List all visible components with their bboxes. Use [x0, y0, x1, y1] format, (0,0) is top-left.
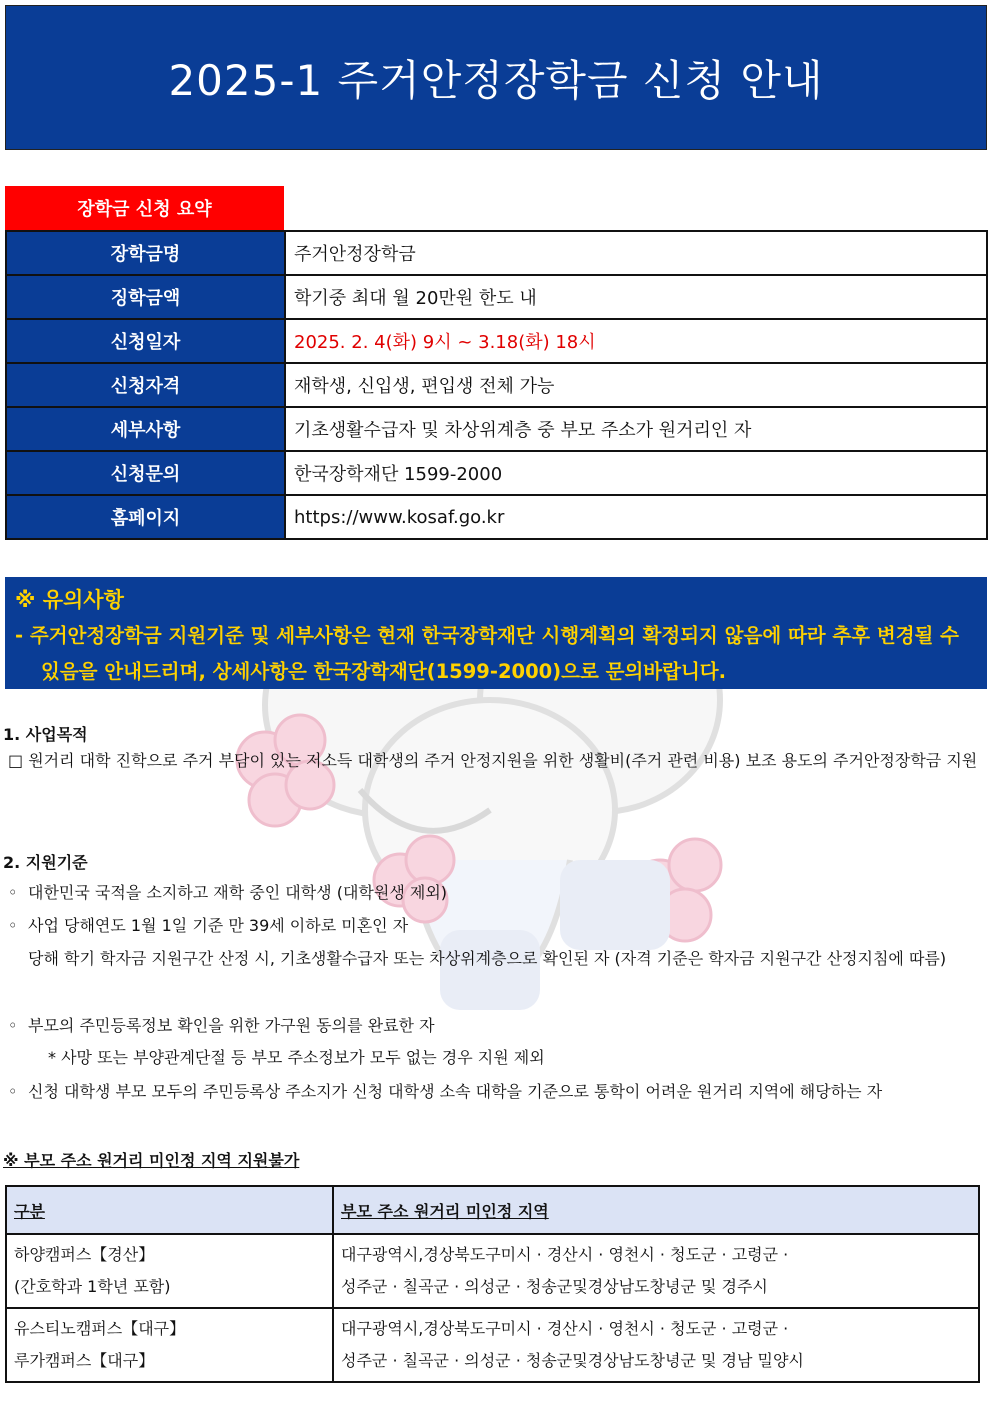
list-item: [8, 877, 988, 909]
list-item: [8, 1076, 988, 1108]
table-row: [6, 1234, 979, 1308]
summary-value: 한국장학재단 1599-2000: [285, 451, 987, 495]
summary-value: 재학생, 신입생, 편입생 전체 가능: [285, 363, 987, 407]
section2-heading: 2. 지원기준: [3, 853, 88, 872]
areas-line: 대구광역시,경상북도구미시 · 경산시 · 영천시 · 청도군 · 고령군 ·: [341, 1319, 789, 1338]
summary-table: [5, 230, 988, 540]
list-item-text: 신청 대학생 부모 모두의 주민등록상 주소지가 신청 대학생 소속 대학을 기준으로 통학이 어려운 원거리 지역에 해당하는 자: [28, 1082, 883, 1101]
list-item: [8, 943, 988, 975]
column-header: 구분: [6, 1186, 333, 1234]
summary-tag-label: 장학금 신청 요약: [77, 199, 212, 220]
subnote: * 사망 또는 부양관계단절 등 부모 주소정보가 모두 없는 경우 지원 제외: [48, 1048, 545, 1067]
summary-row: [6, 407, 987, 451]
summary-label: 신청일자: [6, 319, 285, 363]
column-header: 부모 주소 원거리 미인정 지역: [333, 1186, 979, 1234]
summary-label: 신청문의: [6, 451, 285, 495]
summary-label: 징학금액: [6, 275, 285, 319]
notice-body: - 주거안정장학금 지원기준 및 세부사항은 현재 한국장학재단 시행계획의 확정되지 않음에 따라 추후 변경될 수 있음을 안내드리며, 상세사항은 한국장학재단(1599-2000)으로 문의바랍니다.: [15, 624, 960, 683]
campus-name: 루가캠퍼스【대구】: [14, 1351, 155, 1370]
bullet-icon: [8, 943, 28, 975]
bullet-icon: ◦: [8, 1016, 18, 1035]
region-table: [5, 1185, 980, 1383]
summary-tag: [5, 186, 284, 230]
campus-cell: [6, 1308, 333, 1382]
summary-label: 홈페이지: [6, 495, 285, 539]
summary-value: 주거안정장학금: [285, 231, 987, 275]
list-item: [8, 1010, 988, 1042]
summary-value: 기초생활수급자 및 차상위계층 중 부모 주소가 원거리인 자: [285, 407, 987, 451]
areas-line: 성주군 · 칠곡군 · 의성군 · 청송군및경상남도창녕군 및 경주시: [341, 1277, 768, 1296]
campus-name: 하양캠퍼스【경산】: [14, 1245, 155, 1264]
page-title-banner: [5, 5, 987, 150]
summary-row: [6, 275, 987, 319]
list-item-text: 대한민국 국적을 소지하고 재학 중인 대학생 (대학원생 제외): [28, 883, 448, 902]
page-title: 2025-1 주거안정장학금 신청 안내: [168, 55, 824, 105]
campus-cell: [6, 1234, 333, 1308]
summary-label: 세부사항: [6, 407, 285, 451]
campus-note: (간호학과 1학년 포함): [14, 1277, 171, 1296]
summary-value-date: 2025. 2. 4(화) 9시 ~ 3.18(화) 18시: [285, 319, 987, 363]
areas-line: 대구광역시,경상북도구미시 · 경산시 · 영천시 · 청도군 · 고령군 ·: [341, 1245, 789, 1264]
bullet-icon: ◦: [8, 916, 18, 935]
summary-row: [6, 363, 987, 407]
summary-row: [6, 319, 987, 363]
section1-body: □ 원거리 대학 진학으로 주거 부담이 있는 저소득 대학생의 주거 안정지원을 위한 생활비(주거 관련 비용) 보조 용도의 주거안정장학금 지원: [8, 751, 978, 770]
bullet-icon: ◦: [8, 1082, 18, 1101]
list-item-text: 부모의 주민등록정보 확인을 위한 가구원 동의를 완료한 자: [28, 1016, 435, 1035]
section1-heading: 1. 사업목적: [3, 725, 88, 744]
table-header-row: [6, 1186, 979, 1234]
notice-title: ※ 유의사항: [15, 588, 124, 612]
list-item: [8, 910, 988, 942]
summary-value: 학기중 최대 월 20만원 한도 내: [285, 275, 987, 319]
region-heading: ※ 부모 주소 원거리 미인정 지역 지원불가: [3, 1151, 300, 1170]
summary-label: 신청자격: [6, 363, 285, 407]
summary-row: [6, 451, 987, 495]
summary-row: [6, 495, 987, 539]
list-item-text: 당해 학기 학자금 지원구간 산정 시, 기초생활수급자 또는 차상위계층으로 확인된 자 (자격 기준은 학자금 지원구간 산정지침에 따름): [28, 949, 947, 968]
campus-name: 유스티노캠퍼스【대구】: [14, 1319, 186, 1338]
list-item-text: 사업 당해연도 1월 1일 기준 만 39세 이하로 미혼인 자: [28, 916, 409, 935]
summary-row: [6, 231, 987, 275]
notice-box: [5, 577, 987, 689]
bullet-icon: ◦: [8, 883, 18, 902]
areas-cell: [333, 1234, 979, 1308]
areas-cell: [333, 1308, 979, 1382]
table-row: [6, 1308, 979, 1382]
areas-line: 성주군 · 칠곡군 · 의성군 · 청송군및경상남도창녕군 및 경남 밀양시: [341, 1351, 804, 1370]
homepage-link[interactable]: https://www.kosaf.go.kr: [285, 495, 987, 539]
summary-label: 장학금명: [6, 231, 285, 275]
